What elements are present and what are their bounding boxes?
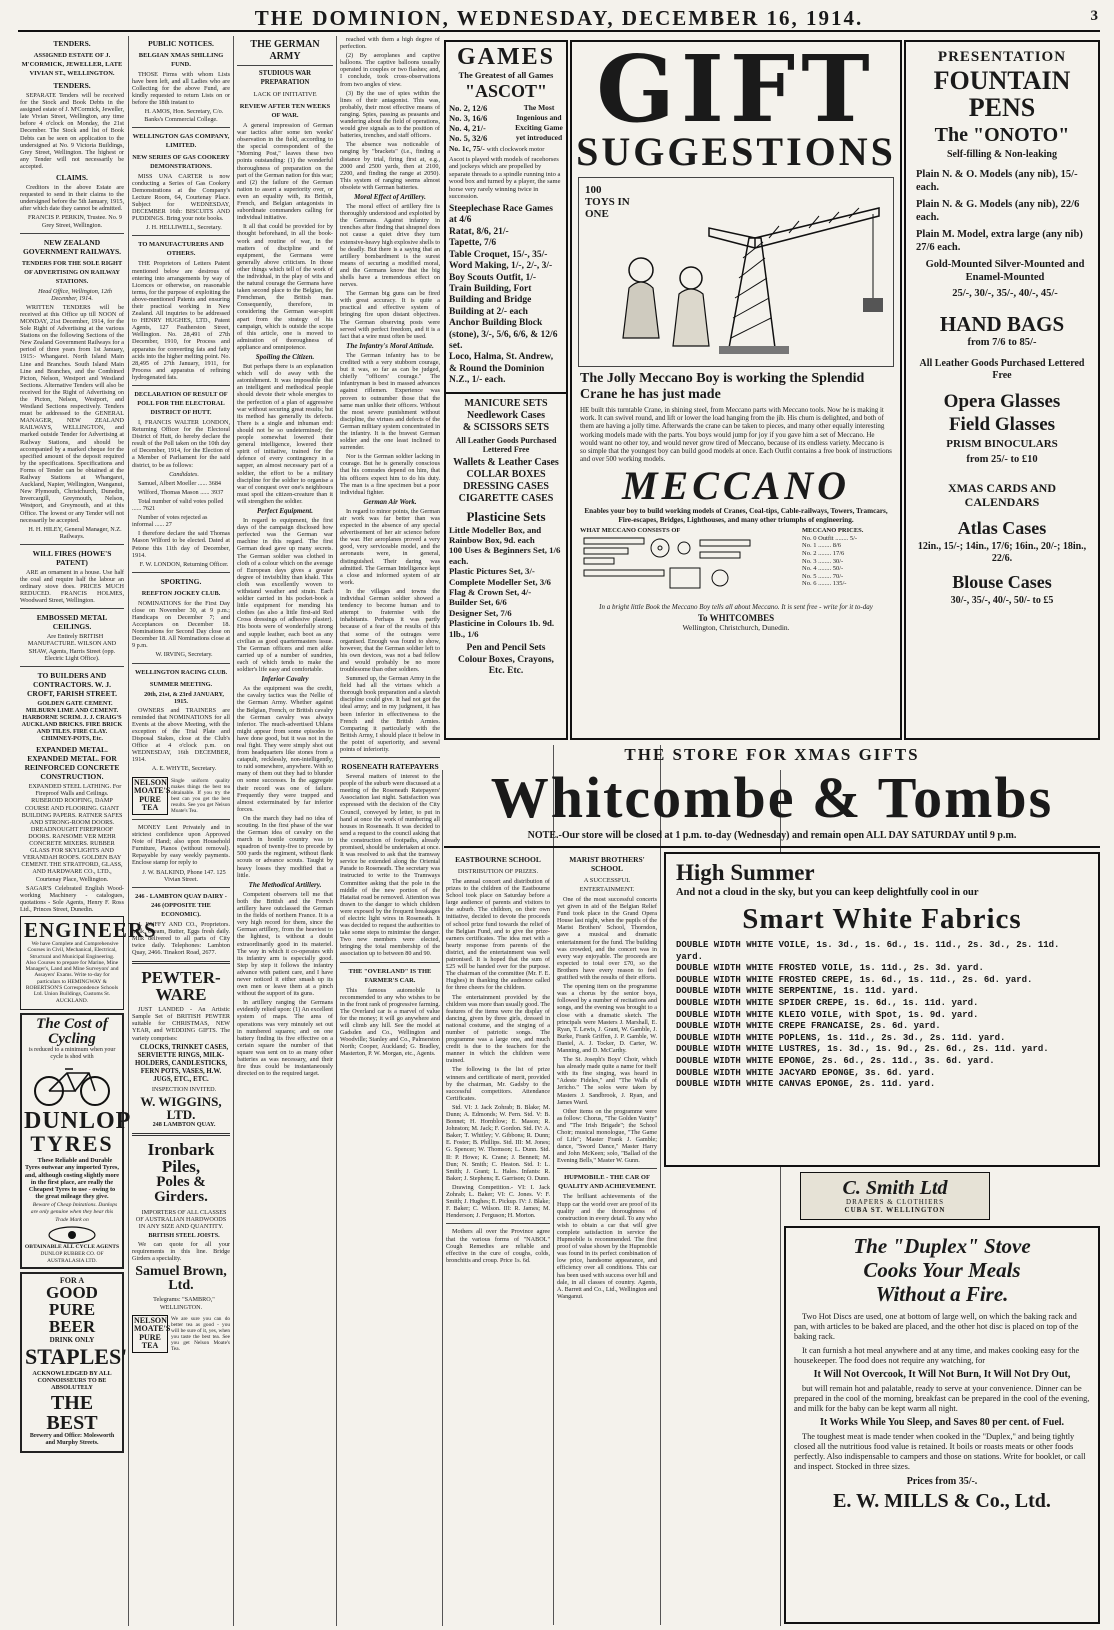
ascot-title: "ASCOT" <box>464 80 547 101</box>
belgian-fund-text: THOSE Firms with whom Lists have been left, and all Ladies who are Collecting for the above Fund, are kindly requested to return Lists on or before the 18th instant to <box>132 71 230 107</box>
field-glasses: Field Glasses <box>948 414 1056 435</box>
ironbark-quote: We can quote for all your requirements in this line. Bridge Girders a speciality. <box>132 1241 230 1263</box>
duplex-stove-ad <box>784 1226 1100 1624</box>
plasticine-item: Plastic Pictures Set, 3/- <box>449 566 535 577</box>
plasticine-item: Complete Modeller Set, 3/6 <box>449 576 551 587</box>
summer-meeting-heading: SUMMER MEETING. <box>149 680 213 688</box>
fabric-item: DOUBLE WIDTH WHITE JACYARD EPONGE, 3s. 6d. yard. <box>676 1067 936 1078</box>
article-paragraph: In regard to equipment, the first days of the campaign disclosed how perfected was the German war machine in this regard. The first German dead gave up many secrets. The German soldier was clothed in cloth of a colour which on the average of European days gives a greater degree of invisibility than khaki. This cloth was excellently woven to withstand weather and strain. Each soldier carried in his pocket-book a little equipment for mending his clothes (as also a little first-aid Red Cross dressings of adhesive plaster). His boots were of wonderfully strong and supple leather, each boot as any civilian as good quartermasters issue. The German officers and men alike carried up of a number of sundries, each of which tends to make the soldier's life easy and comfortable. <box>237 517 333 674</box>
high-summer-title: High Summer <box>676 860 815 885</box>
article-subheading: German Air Work. <box>363 497 417 506</box>
c-smith-sub: DRAPERS & CLOTHIERS <box>846 1198 944 1206</box>
ironbark-text: IMPORTERS OF ALL CLASSES OF AUSTRALIAN HARDWOODS IN ANY SIZE AND QUANTITY. <box>135 1208 227 1230</box>
pewter-inspection: INSPECTION INVITED. <box>151 1085 217 1093</box>
nz-railways-signature: H. H. HILEY, General Manager, N.Z. Railways. <box>28 525 122 540</box>
prism-binoculars: PRISM BINOCULARS <box>946 438 1058 450</box>
hutt-election-conclusion: I therefore declare the said Thomas Mason Wilford to be elected. Dated at Petone this 11th day of December, 1914. <box>132 530 230 559</box>
store-hours-note: NOTE.-Our store will be closed at 1 p.m. to-day (Wednesday) and remain open ALL DAY SATURDAY until 9 p.m. <box>527 830 1017 841</box>
presentation-title: PRESENTATION <box>937 49 1067 65</box>
article-paragraph: reached with them a high degree of perfection. <box>340 36 440 51</box>
dunlop-company: DUNLOP RUBBER CO. OF AUSTRALASIA LTD. <box>40 1250 104 1264</box>
assigned-estate-heading: ASSIGNED ESTATE OF J. M'CORMICK, JEWELLER, LATE VIVIAN ST., WELLINGTON. <box>21 52 123 77</box>
claims-text: Creditors in the above Estate are requested to send in their claims to the undersigned before the 5th January, 1915, after which date they cannot be admitted. <box>20 184 124 213</box>
article-paragraph: Drawing Competition.- VI: I. Jack Zohrab; L. Baker; VI: C. Jones. V: F. Smith; J. Hughes; E. Pickup. IV: J. Blake; F. Baker; C. Wilson. III: R. James; M. Henderson; J. Ferguson; H. Morton. <box>446 1183 550 1220</box>
fabric-item: DOUBLE WIDTH WHITE CREPE FRANCAISE, 2s. 6d. yard. <box>676 1021 941 1032</box>
article-paragraph: But perhaps there is an explanation which will do away with the astonishment. It was impossible that an intelligent and methodical people should devote their whole energies to the perfection of a plan of aggressive war without securing great results; but its method has generally its defects. There is a single and inhuman end: should not be so undetermined; the people somewhat lowered their general intelligence, lowered their spirit of initiative, trained for the defence of every contingency in a sapper, an almost necessary part of a soldier, the effort to be a military discipline for the soldier to organise a war of conquest over one's neighbours must spoil the citizen-creature than it will strengthen the soldier. <box>237 363 333 505</box>
column-rule <box>553 745 554 1625</box>
duplex-benefits: It Will Not Overcook, It Will Not Burn, It Will Not Dry Out, <box>813 1369 1071 1380</box>
etc: Etc. Etc. <box>488 666 524 677</box>
blouse-prices: 30/-, 35/-, 40/-, 50/- to £5 <box>950 595 1054 606</box>
ascot-price: No. 5, 32/6 <box>449 132 488 143</box>
dressing-cases: DRESSING CASES <box>463 480 549 492</box>
expanded-metal-heading: EXPANDED METAL. EXPANDED METAL. FOR REINFORCED CONCRETE CONSTRUCTION. <box>24 745 120 782</box>
meccano-price: No. 5 ........ 70/- <box>802 572 844 580</box>
ascot-price: No. 4, 21/- <box>449 122 486 133</box>
ew-mills-name: E. W. MILLS & Co., Ltd. <box>833 1490 1051 1512</box>
reefton-heading: REEFTON JOCKEY CLUB. <box>141 589 221 597</box>
reefton-text: NOMINATIONS for the First Day close on November 30, at 9 p.m.; Handicaps on December 7; and Acceptances on December 18. Nominations for Second Day close on December 18. All Nominations close at 9 p.m. <box>132 599 230 650</box>
money-lent-text: MONEY Lent Privately and in strictest confidence upon Approved Note of Hand; also upon Household Furniture, Pianos (without removal). Repayable by easy weekly payments. Enclose stamp for reply to <box>132 823 230 867</box>
fabric-item: DOUBLE WIDTH WHITE FROSTED CREPE, 1s. 6d., 1s. 11d., 2s. 6d. yard. <box>676 974 1033 985</box>
fabric-item: DOUBLE WIDTH WHITE CANVAS EPONGE, 2s. 11d. yard. <box>676 1079 936 1090</box>
gas-cookery-subheading: NEW SERIES OF GAS COOKERY DEMONSTRATIONS. <box>132 153 230 170</box>
hupmobile-text: The brilliant achievements of the Hupp car the world over are proof of its quality and the thoroughness of construction in every detail. To any who wish to obtain a car that will give complete satisfaction in service the Hupmobile is recommended. The first proof of value shown by the Hupmobile was found in its perfect combination of low price, handsome appearance, and efficiency over all conditions. This car has been used with success over hill and dale, in all classes of country. Agents, A. Barrett and Co., Ltd., Wellington and Wanganui. <box>557 1193 657 1300</box>
ironbark-subtitle: Poles & Girders. <box>154 1173 208 1205</box>
builders-text: GOLDEN GATE CEMENT. MILBURN LIME AND CEMENT. HARBORNE SCRIM. J. J. CRAIG'S AUCKLAND BRICKS. FIRE BRICK AND TILES. FIRE CLAY. CHIMNEY-POTS, Etc. <box>21 699 123 743</box>
dunlop-body: These Reliable and Durable Tyres outwear any imported Tyres, and, although costing slightly more in the first place, are really the Cheapest Tyres to use - owing to the great mileage they give. <box>24 1157 120 1201</box>
nelson-moate-text: We are sure you can do better tea as good - you will be sure of it, yes, when you taste the best tea. See you get Nelson Moate's Tea. <box>171 1315 230 1352</box>
manufacturers-text: THE Proprietors of Letters Patent mentioned below are desirous of entering into arrangements by way of Licences or otherwise, on reasonable terms, for the purpose of exploiting the above-mentioned Patents and ensuring their practical working in New Zealand. All inquiries to be addressed to HENRY HUGHES, LTD., Patent Agents, 127 Featherston Street, Wellington. No. 28,491 of 27th December, 1910, for Process and apparatus for converting fats and fatty acids into the higher melting point. No. 28,495 of 27th January, 1911, for Process and apparatus of refining hydrogenated fats. <box>132 260 230 381</box>
meccano-free-book: In a bright little Book the Meccano Boy tells all about Meccano. It is sent free - write for it to-day <box>599 603 873 612</box>
banner-rule <box>444 846 1100 848</box>
article-paragraph: In the villages and towns the individual German soldier showed a tendency to become human and to attempt to fraternise with the inhabitants. Perhaps it was partly because of a fear of the results of this that some of the outrages were organised. Enough was found to show, however, that the German soldier left to his own devices, was not a bad fellow and would probably be no more troublesome than other soldiers. <box>340 587 440 673</box>
article-subheading: The Methodical Artillery. <box>248 880 322 889</box>
scissors-sets: & SCISSORS SETS <box>462 421 550 433</box>
dunlop-tyres-title: TYRES <box>30 1131 114 1157</box>
bicycle-icon <box>27 1061 117 1109</box>
article-subheading: Moral Effect of Artillery. <box>354 192 426 201</box>
candidate-row: Samuel, Albert Moeller ...... 3684 <box>138 479 222 487</box>
collar-boxes: COLLAR BOXES <box>466 468 546 480</box>
sagars-text: SAGAR'S Celebrated English Wood-working Machinery - catalogues, quotations - Sole Agents, Henry F. Ross Ltd., Princes Street, Dunedin. <box>20 884 124 913</box>
pewter-ware-title: PEWTER-WARE <box>141 968 221 1005</box>
pewter-text: JUST LANDED - An Artistic Sample Set of BRITISH PEWTER suitable for CHRISTMAS, NEW YEAR, and WEDDING GIFTS. The variety comprises: <box>132 1006 230 1042</box>
gas-signature: J. H. HELLIWELL, Secretary. <box>146 224 222 232</box>
racing-signature: A. E. WHYTE, Secretary. <box>151 765 217 773</box>
jolly-meccano-text: HE built this turntable Crane, in shining steel, from Meccano parts with Meccano tools. Now he is making it work. It can swivel round, and lift or lower the load hanging from the jib. His chum is delighted, and both of them are having a jolly time. Afterwards the crane can be taken to pieces, and many other equally interesting working models made with the parts. You boys would jump for joy if you gave him a set of Meccano. He would want no other toy, and would never grow tired of Meccano, because of its endless variety. Meccano is so simple that the youngest boy can build good models at once. Each Outfit contains a free book of instructions and over 500 working models. <box>580 406 892 464</box>
manicure-sets: MANICURE SETS <box>464 397 548 409</box>
meccano-price: No. 1 ........ 8/6 <box>802 542 841 550</box>
column-rule <box>336 36 337 1626</box>
wills-fires-heading: WILL FIRES (HOWE'S PATENT) <box>32 548 112 567</box>
games-subtitle: The Greatest of all Games <box>458 70 554 80</box>
german-army-headline: THE GERMAN ARMY <box>237 39 333 66</box>
fabric-item: DOUBLE WIDTH WHITE POPLENS, 1s. 11d., 2s. 3d., 2s. 11d. yard. <box>676 1032 1006 1043</box>
game-item: Loco, Halma, St. Andrew, & Round the Dominion N.Z., 1/- each. <box>449 352 554 386</box>
hutt-election-heading: DECLARATION OF RESULT OF POLL FOR THE ELECTORAL DISTRICT OF HUTT. <box>134 391 228 416</box>
meccano-parts-icon <box>580 534 760 596</box>
hutt-election-signature: F. W. LONDON, Returning Officer. <box>139 560 229 568</box>
ironbark-title: Ironbark Piles, <box>147 1139 215 1176</box>
column-rule <box>128 36 129 1626</box>
c-smith-name: C. Smith Ltd <box>842 1177 948 1199</box>
suggestions-title: SUGGESTIONS <box>576 129 896 174</box>
meccano-crane-icon <box>579 178 899 364</box>
jolly-meccano-headline: The Jolly Meccano Boy is working the Splendid Crane he has just made <box>580 371 865 402</box>
dunlop-trademark-icon <box>47 1226 97 1244</box>
gift-title: GIFT <box>596 35 876 143</box>
colour-boxes: Colour Boxes, Crayons, <box>458 654 554 665</box>
wiggins-name: W. WIGGINS, LTD. <box>140 1093 222 1122</box>
meccano-address: Wellington, Christchurch, Dunedin. <box>682 623 790 633</box>
game-item: Train Building, Fort Building and Bridge Building at 2/- each <box>449 283 532 317</box>
duplex-text: Two Hot Discs are used, one at bottom of large well, on which the baking rack and pan, with articles to be baked are placed, and the other hot disc is placed on top of the baking rack. <box>794 1312 1079 1341</box>
fountain-pens-title: FOUNTAIN PENS <box>933 66 1071 122</box>
staples-address: Brewery and Office: Molesworth and Murphy Streets. <box>29 1433 115 1447</box>
article-paragraph: Nor is the German soldier lacking in courage. But he is generally conscious that his comrades depend on him, that his officers expect him to do his duty. The man is a fine specimen but a poor individual fighter. <box>340 453 440 496</box>
whitcombe-tombs-title: Whitcombe & Tombs <box>490 765 1054 830</box>
public-notices-heading: PUBLIC NOTICES. <box>148 39 214 48</box>
wellington-racing-heading: WELLINGTON RACING CLUB. <box>134 668 228 676</box>
xmas-cards: XMAS CARDS AND CALENDARS <box>947 481 1056 509</box>
article-paragraph: The moral effect of artillery fire is thoroughly understood and exploited by the Germans. Against infantry in trenches after finding that shrapnel does not cause a quiet drive they turn extensive-heavy high explosive shells to be deadly. But there is a saying that an artillery bombardment is the surest means of securing a modified moral, and the Germans know that the big shells have a tremendous effect on nerves. <box>340 203 441 289</box>
meccano-logo: MECCANO <box>621 463 851 509</box>
c-smith-logo <box>800 1172 990 1220</box>
embossed-ceilings-heading: EMBOSSED METAL CEILINGS. <box>36 613 108 632</box>
fabric-item: DOUBLE WIDTH WHITE VOILE, 1s. 3d., 1s. 6d., 1s. 11d., 2s. 3d., 2s. 11d. yard. <box>676 940 1060 962</box>
game-item: Word Making, 1/-, 2/-, 3/- <box>449 261 553 272</box>
fabric-item: DOUBLE WIDTH WHITE SERPENTINE, 1s. 11d. yard. <box>676 986 920 997</box>
article-paragraph: Competent observers tell me that both the British and the French artillery have outclassed the German in the fields of northern France. It is a very high record for them, since the German artillery, from the heaviest to the lightest, is without a doubt extraordinarily good in its materiel. The way in which it co-operates with its infantry arm is especially good. Step by step it follows the infantry advance with patient care, and I have never noticed it either smash up its own men or leave them at a pinch without the support of its guns. <box>237 890 333 998</box>
nz-railways-date: Head Office, Wellington, 12th December, 1914. <box>38 287 112 302</box>
needlework-cases: Needlework Cases <box>466 409 546 421</box>
fabric-item: DOUBLE WIDTH WHITE LUSTRES, 1s. 3d., 1s. 9d., 2s. 6d., 2s. 11d. yard. <box>676 1044 1049 1055</box>
column-2 <box>132 36 230 1626</box>
hand-bags-price: from 7/6 to 85/- <box>967 337 1037 348</box>
staples-for-a: FOR A <box>59 1275 85 1285</box>
article-paragraph: (2) By aeroplanes and captive balloons. The captive balloons usually operated in couples or two flashes; and, I conclude, took cross-observations from two angles of view. <box>340 52 440 88</box>
article-paragraph: (3) By the use of spies within the lines of their antagonist. This was, probably, their most effective means of ranging. Spies, passing as peasants and wandering about the field of operations, would give signals as to the position of batteries, trenches, and staff officers. <box>340 89 440 140</box>
meccano-consists-label: WHAT MECCANO CONSISTS OF <box>580 527 681 535</box>
dunlop-subline: is reduced to a minimum when your cycle is shod with <box>28 1046 116 1061</box>
game-item: Table Croquet, 15/-, 35/- <box>449 249 548 260</box>
nelson-moate-logo: NELSON MOATE'S PURE TEA <box>132 1315 168 1353</box>
cigarette-cases: CIGARETTE CASES <box>458 492 554 504</box>
column-rule <box>660 745 661 1625</box>
column-3 <box>237 36 333 1626</box>
german-army-sub3: REVIEW AFTER TEN WEEKS OF WAR. <box>239 103 331 119</box>
eastbourne-subheading: DISTRIBUTION OF PRIZES. <box>457 868 539 875</box>
staples-the-best: THE BEST <box>46 1392 98 1435</box>
duplex-text: It can furnish a hot meal anywhere and at any time, and makes cooking easy for the housekeeper. The food does not require any watching, for <box>794 1346 1080 1365</box>
marist-column <box>557 852 657 1627</box>
racing-dates: 20th, 21st, & 23rd JANUARY, 1915. <box>144 690 224 705</box>
toys-label: 100 TOYS IN ONE <box>585 184 630 220</box>
german-army-sub2: LACK OF INITIATIVE <box>253 91 317 98</box>
article-paragraph: The opening item on the programme was a chorus by the senior boys, followed by a number of recitations and songs, and the evening was brought to a close with a dramatic sketch. The principals were Masters J. Marshall, E. Ryan, T. Lewis, J. Grant, W. Gamble, J. Burke, Frank Griffen, J. P. Gamble, W. Daniel, A. J. Tocker, D. Carter, W. Manning, and D. McCarthy. <box>557 983 657 1054</box>
masthead-title: THE DOMINION, WEDNESDAY, DECEMBER 16, 1914. <box>254 5 864 30</box>
tenders-text: SEPARATE Tenders will be received for the Stock and Book Debts in the assigned estate of J. M'Cormick, Jeweller, late Vivian Street, Wellington, any time before 4 o'clock on Monday, the 21st December. The Stock and list of Book Debts can be seen on application to the undersigned at No. 9 Victoria Buildings, Grey Street, Wellington. The highest or any Tender will not necessarily be accepted. <box>20 92 124 170</box>
article-paragraph: The following is the list of prize winners and certificate of merit, provided by the chairman, Mr. Gadsby to the successful competitors. Attendance Certificates. <box>446 1066 550 1102</box>
dunlop-warning: Beware of Cheap Imitations. Dunlops are only genuine when they bear this Trade Mark on <box>30 1202 118 1223</box>
ascot-prices <box>449 103 563 143</box>
article-paragraph: In artillery ranging the Germans evidently relied upon: (1) An excellent system of maps. The area of operations was very minutely set out in numbered squares; and on one battery finding its five effective on a certain square the number of that square was sent on to as many other batteries as was necessary, and their fire thus could be instantaneously directed on to the required target. <box>237 999 333 1078</box>
atlas-cases: Atlas Cases <box>957 518 1047 538</box>
nelson-moate-text: Single uniform quality makes things the best tea obtainable. If you try the best can you get the best results. See you get Nelson Moate's Tea. <box>171 777 230 814</box>
ascot-clockwork: with clockwork motor <box>486 145 545 153</box>
dunlop-ad <box>20 1013 132 1269</box>
staples-tagline: ACKNOWLEDGED BY ALL CONNOISSEURS TO BE ABSOLUTELY <box>32 1370 112 1392</box>
claims-heading: CLAIMS. <box>56 173 88 183</box>
german-army-sub1: STUDIOUS WAR PREPARATION <box>258 70 312 86</box>
meccano-price: No. 4 ........ 50/- <box>802 565 844 573</box>
dunlop-agents: OBTAINABLE ALL CYCLE AGENTS <box>24 1243 120 1250</box>
plasticine-item: 100 Uses & Beginners Set, 1/6 each. <box>449 545 561 566</box>
ascot-body: Ascot is played with models of racehorses and jockeys which are propelled by separate threads to a spindle running into a wood box and turned by a player, the same horse very rarely winning twice in succession. <box>449 155 561 201</box>
fabric-item: DOUBLE WIDTH WHITE SPIDER CREPE, 1s. 6d., 1s. 11d. yard. <box>676 997 979 1008</box>
steel-joists: BRITISH STEEL JOISTS. <box>148 1232 220 1240</box>
plasticine-item: Builder Set, 6/6 <box>449 597 507 608</box>
wallets: Wallets & Leather Cases <box>453 456 559 468</box>
meccano-to-whitcombes: To WHITCOMBES <box>697 613 775 624</box>
column-rule <box>442 770 443 1626</box>
leather-lettered-free: All Leather Goods Purchased Lettered Free <box>919 358 1085 381</box>
masthead <box>18 6 1100 32</box>
wills-fires-text: ARE an ornament in a house. Use half the coal and require half the labour an ordinary stove does. PRICES MUCH REDUCED. FRANCIS HOLMES, Woodward Street, Wellington. <box>20 568 124 605</box>
article-paragraph: The entertainment provided by the children was more than usually good. The features of the items were the display of dancing, given by three girls, dressed in national costume, and the singing of a number of patriotic songs. The programme was a large one, and much credit is due to the teachers for the manner in which the children were trained. <box>446 993 550 1065</box>
high-summer-subtitle: And not a cloud in the sky, but you can keep delightfully cool in our <box>676 887 979 898</box>
meccano-illustration <box>578 177 894 367</box>
article-paragraph: The annual concert and distribution of prizes to the children of the Eastbourne School took place on Saturday before a large audience of parents and visitors to the suburb. The children, on their own initiative, decided to devote the proceeds of school prize fund towards the relief of the Belgian Fund, and to give the prize-earners certificates. The idea met with a hearty response from parents of the district, and the entertainment was well patronised. It is hoped that the sum of £25 will be handed over for the purpose. The chairman of the committee (Mr. F. E. Hughes) in thanking the audience called for three cheers for the children. <box>446 878 550 992</box>
duplex-title-3: Without a Fire. <box>875 1282 1009 1306</box>
roseneath-heading: ROSENEATH RATEPAYERS <box>341 762 439 772</box>
game-item: Anchor Building Block (stone), 3/-, 5/6, 6/6, & 12/6 set. <box>449 318 558 351</box>
pewter-items: CLOCKS, TRINKET CASES, SERVIETTE RINGS, MILK-HOLDERS, CANDLESTICKS, FERN POTS, VASES, H.W. JUGS, ETC., ETC. <box>135 1043 229 1083</box>
manufacturers-heading: TO MANUFACTURERS AND OTHERS. <box>138 241 224 258</box>
dunlop-headline: The Cost of Cycling <box>36 1015 108 1047</box>
lambton-dairy-text: J. DUFFY AND CO., Proprietors. Milk, Cream, Butter, Eggs fresh daily. Milk delivered to all parts of City twice daily. Telephones: Lambton Quay, 2466. Tinakori Road, 2677. <box>132 920 230 957</box>
fabric-item: DOUBLE WIDTH WHITE EPONGE, 2s. 6d., 2s. 11d., 3s. 6d. yard. <box>676 1055 995 1066</box>
overland-heading: THE "OVERLAND" IS THE FARMER'S CAR. <box>348 967 432 984</box>
atlas-prices: 12in., 15/-; 14in., 17/6; 16in., 20/-; 18in., 22/6. <box>917 541 1087 564</box>
article-paragraph: The absence was noticeable of ranging by "brackets" (i.e., finding a distance by trial, firing first at, e.g., 2000 and 2500 yards, then at 2100, 2200, and finding the range at 2050). This system of ranging seems almost obsolete with German batteries. <box>340 141 440 191</box>
sporting-heading: SPORTING. <box>160 576 202 586</box>
nabol-ad-text: Mothers all over the Province agree that the various forms of "NABOL" Cough Remedies are reliable and effective in the cure of coughs, colds, bronchitis and croup. Price 1s. 6d. <box>446 1228 550 1264</box>
racing-text: OWNERS and TRAINERS are reminded that NOMINATIONS for all Events at the above Meeting, with the exception of the Trial Plate and Disposal Stakes, close at the Club's Office at 4 o'clock p.m. on WEDNESDAY, 16th DECEMBER, 1914. <box>132 706 230 764</box>
game-item: Tapette, 7/6 <box>449 238 497 249</box>
pen-pencil-sets: Pen and Pencil Sets <box>466 643 546 654</box>
article-subheading: Perfect Equipment. <box>257 506 313 515</box>
belgian-fund-signature: H. AMOS, Hon. Secretary, C/o. Banks's Commercial College. <box>144 108 224 123</box>
column-4 <box>340 36 440 1626</box>
smart-white-fabrics-title: Smart White Fabrics <box>742 903 1022 935</box>
game-item: Boy Scouts Outfit, 1/- <box>449 272 537 283</box>
fabric-item: DOUBLE WIDTH WHITE FROSTED VOILE, 1s. 11d., 2s. 3d. yard. <box>676 963 984 974</box>
lambton-dairy-heading: 246 - LAMBTON QUAY DAIRY - 246 (OPPOSITE THE ECONOMIC). <box>135 892 227 918</box>
games-title: GAMES <box>456 44 555 70</box>
marist-heading: MARIST BROTHERS' SCHOOL <box>569 855 645 873</box>
meccano-price: No. 6 ........ 135/- <box>802 580 847 588</box>
ascot-price: No. 2, 12/6 <box>449 102 488 113</box>
meccano-price: No. 0 Outfit ........ 5/- <box>802 534 858 542</box>
plasticine-item: Little Modeller Box, and Rainbow Box, 9d. each <box>449 524 542 545</box>
engineers-text: We have Complete and Comprehensive Courses in Civil, Mechanical, Electrical, Structural and Municipal Engineering. Also Courses to prepare for Marine, Mine Manager's, Land and Mine Surveyors' and Assayers' Exams. Write to-day for particulars to HEMINGWAY & ROBERTSON'S Correspondence Schools Ltd. Union Buildings, Customs St. AUCKLAND. <box>25 940 119 1004</box>
column-rule <box>233 36 234 1626</box>
plasticine-item: Designer Set, 7/6 <box>449 607 512 618</box>
duplex-title-2: Cooks Your Meals <box>863 1258 1021 1282</box>
game-item: Ratat, 8/6, 21/- <box>449 226 509 237</box>
onoto-mounted-prices: 25/-, 30/-, 35/-, 40/-, 45/- <box>952 288 1058 299</box>
expanded-metal-text: EXPANDED STEEL LATHING. For Fireproof Walls and Ceilings. RUBEROID ROOFING, DAMP COURSE AND FLOORING. GIANT BUILDING PAPERS. RATNER SAFES AND STRONG-ROOM DOORS. DREADNOUGHT FIREPROOF DOORS. RANSOME VER MEHR CONCRETE MIXERS. RUBBER GLASS FOR SKYLIGHTS AND VERANDAH ROOFS. GOLDEN BAY CEMENT. THE STRATFORD, GLASS, AND HARDWARE CO., LTD., Courtenay Place, Wellington. <box>21 783 123 883</box>
wiggins-address: 248 LAMBTON QUAY. <box>152 1120 216 1128</box>
article-paragraph: Other items on the programme were as follow: Chorus, "The Golden Vanity" and "The Irish Brigade"; the School Choir; musical monologue, "The Game of Life"; Master Frank J. Gamble; dance, "Sword Dance," Master Harry and John McKeen; solo, "Ballad of the Evening Bells," Master W. Gunn. <box>557 1107 657 1165</box>
duplex-title: The "Duplex" Stove <box>853 1234 1031 1258</box>
claims-signature: FRANCIS P. PERKIN, Trustee. No. 9 Grey Street, Wellington. <box>27 214 123 229</box>
onoto-model: Plain N. & O. Models (any nib), 15/- each. <box>916 169 1078 193</box>
marist-subheading: A SUCCESSFUL ENTERTAINMENT. <box>579 877 635 893</box>
builders-heading: TO BUILDERS AND CONTRACTORS. W. J. CROFT, FARISH STREET. <box>26 670 117 698</box>
onoto-title: The "ONOTO" <box>934 124 1070 146</box>
samuel-brown-name: Samuel Brown, Ltd. <box>135 1264 227 1294</box>
meccano-subtitle: Enables your boy to build working models of Cranes, Coal-tips, Cable-railways, Towers, Tramcars, Fire-escapes, Bridges, Lighthouses, and many other triumphs of engineering. <box>584 507 888 524</box>
ascot-price: No. 3, 16/6 <box>449 112 488 123</box>
article-paragraph: A general impression of German war tactics after some ten weeks' observation in the field, according to the special correspondent of the "Morning Post," leaves these two points outstanding: (1) the wonderful thoroughness of preparation on the part of the German nation for this war; and (2) the failure of the German nation to assert a superiority over, or even an equality with, its British, French, and Belgian antagonists in subordinate commanders calling for individual initiative. <box>237 122 333 222</box>
article-subheading: The Infantry's Moral Attitude. <box>346 341 434 350</box>
nz-railways-heading: NEW ZEALAND GOVERNMENT RAILWAYS. <box>22 237 122 256</box>
gas-company-heading: WELLINGTON GAS COMPANY, LIMITED. <box>132 132 230 149</box>
meccano-price: No. 3 ........ 30/- <box>802 557 844 565</box>
hand-bags-title: HAND BAGS <box>939 312 1065 336</box>
ascot-description: The Most Ingenious and Exciting Game yet introduced <box>515 102 563 142</box>
article-paragraph: One of the most successful concerts yet given in aid of the Belgian Relief Fund took place in the Grand Opera House last night, when the pupils of the Marist Brothers' School, Thorndon, gave a musical and dramatic entertainment for the fund. The building was crowded, and the concert was in every way enjoyable. The proceeds are expected to total over £70, so the Brothers have every reason to feel gratified with the results of their efforts. <box>557 896 657 982</box>
ascot-price: No. 1c, 75/- <box>449 143 485 153</box>
candidates-label: Candidates. <box>169 470 199 478</box>
eastbourne-heading: EASTBOURNE SCHOOL <box>455 855 541 864</box>
game-item: Steeplechase Race Games at 4/6 <box>449 204 553 226</box>
plasticine-title: Plasticine Sets <box>466 508 546 524</box>
candidate-row: Wilford, Thomas Mason ...... 3937 <box>138 488 224 496</box>
high-summer-ad <box>664 852 1100 1167</box>
staples-ad <box>20 1272 128 1453</box>
prism-price: from 25/- to £10 <box>966 454 1038 465</box>
staples-drink-only: DRINK ONLY <box>49 1336 95 1344</box>
nz-railways-text: WRITTEN TENDERS will be received at this Office up till NOON of MONDAY, 21st December, 1914, for the Sole Right of Advertising at the various Stations on the following Sections of the New Zealand Government Railways for a period of three years from 1st January, 1915:- Whangarei. North Island Main Line and Branches. South Island Main Line and Branches, and the Combined Picton, Nelson, Westport and Westland Sections. Alternative Tenders will also be received for the Right of Advertising on the Picton, Nelson, Westport, and Westland Sections respectively. Tenders must be addressed to the GENERAL MANAGER, NEW ZEALAND RAILWAYS, WELLINGTON, and marked outside Tender for Advertising at Railway Stations, and should be accompanied by a marked cheque for the specified amount of the deposit required by the specifications. Specifications and Forms of Tender can be obtained at the Railway Stations at Whangarei, Auckland, Napier, Wellington, Wanganui, New Plymouth, Christchurch, Dunedin, Invercargill, Greymouth, Nelson, Westport, and Greymouth, and at this Office. The lowest or any Tender will not necessarily be accepted. <box>20 303 124 524</box>
article-paragraph: The German big guns can be fired with great accuracy. It is quite a practical and effective system of bringing fire upon distant objectives. The German observing posts were served with perfect freedom, and it is a fact that a wire must often be used. <box>340 290 440 340</box>
nelson-moate-ad-2 <box>132 1315 230 1353</box>
embossed-ceilings-text: Are Entirely BRITISH MANUFACTURE. WILSON AND SHAW, Agents, Harris Street (opp. Electric Light Office). <box>27 633 117 662</box>
store-title: THE STORE FOR XMAS GIFTS <box>624 745 920 764</box>
tenders-heading: TENDERS. <box>53 39 91 48</box>
dunlop-brand: DUNLOP <box>24 1108 132 1135</box>
duplex-text: but will remain hot and palatable, ready to serve at your convenience. Dinner can be prepared in the cool of the morning, breakfast can be prepared in the cool of the evening, and milk for the baby can be kept warm all night. <box>794 1384 1090 1413</box>
onoto-mounted: Gold-Mounted Silver-Mounted and Enamel-Mounted <box>925 259 1085 283</box>
article-paragraph: In regard to minor points, the German air work was far better than was expected in the absence of any special advertisement of her air science before the war. Her aeroplanes proved a very good, very serviceable model, and the aeronauts were, in general, distinguished. Their daring was admitted. The German Intelligence kept a close and informed system of air work. <box>340 507 440 586</box>
article-paragraph: The St. Joseph's Boys' Choir, which has already made quite a name for itself with its fine singing, was heard in "Adeste Fideles," and "The Walls of Jericho." The solos were taken by Masters J. Sandbrook, J. Ryan, and James Ward. <box>557 1056 657 1106</box>
nz-railways-subheading: TENDERS FOR THE SOLE RIGHT OF ADVERTISING ON RAILWAY STATIONS. <box>21 259 123 285</box>
article-subheading: Inferior Cavalry <box>261 675 309 684</box>
hutt-election-text: I, FRANCIS WALTER LONDON, Returning Officer for the Electoral District of Hutt, do hereby declare the result of the Poll taken on the 10th day of December, 1914, for the Election of a Member of Parliament for the said district, to be as follows: <box>132 419 230 469</box>
duplex-text: The toughest meat is made tender when cooked in the "Duplex," and being tightly closed all the nutritious food value is retained. It boils or roasts meats or other foods perfectly. Also indispensable to campers and those on stations. Write for booklet, or call and inspect. Stocked in three sizes. <box>794 1432 1086 1471</box>
article-paragraph: As the equipment was the credit, the cavalry tactics was the Nellie of the German Army. Whether against the Belgian, French, or British cavalry the German cavalry was always inferior. The much-advertised Uhlans might appear from some episodes to have done good, but it was not in the real fight. They were simply shot out from headquarters like stones from a catapult, recklessly, non-intelligently, to raid somewhere, anywhere. With so many of them out they had to blunder on some successes. In the aggregate their record was one of failure. Frequently they were trapped and almost exterminated by far inferior forces. <box>237 685 333 813</box>
total-votes: Total number of valid votes polled ...... 7621 <box>132 497 224 513</box>
onoto-subtitle: Self-filling & Non-leaking <box>946 149 1057 160</box>
nelson-moate-logo: NELSON MOATE'S PURE TEA <box>132 777 168 815</box>
fabric-item: DOUBLE WIDTH WHITE KLEIO VOILE, with Spot, 1s. 9d. yard. <box>676 1009 979 1020</box>
article-paragraph: It all that could be provided for by thought beforehand, in all the book-work and routine of war, in the matters of discipline and of equipment, the Germans were generally above criticism. In those other things which tell of the work of the individual, in the play of wits and the natural courage the Germans have taken second place to the Belgian, the Frenchman, the British man. Consequently, therefore, in considering the German war-spirit apart from the strategy of his campaign, which is outside the scope of this article, one is moved to admiration of thoroughness of appliance and omnipotence. <box>237 223 333 351</box>
article-paragraph: Std. VI: J. Jack Zohrab; B. Blake; M. Dunn; A. Edmonds; W. Fern. Std. V: B. Bonnet; H. Hornblow; E. Mason; R. Johnston; M. Jack; F. Gordon. Std. IV: A. Baker; T. Whitley; V. Gibbons; R. Dunn; E. Foster; B. Phillips. Std. III: M. Jones; G. Spencer; W. Thomson; L. Dunn. Std. II: P. Howe; K. Crane; J. Bennett; M. Dun; N. Smith; C. Heaton. Std. I: L. Smith; J. Grant; L. Hales. Infants: R. Baker; J. Stephens; E. Garrison; O. Dunn. <box>446 1103 550 1182</box>
c-smith-address: CUBA ST. WELLINGTON <box>844 1206 946 1214</box>
meccano-outfits <box>580 527 892 601</box>
gift-suggestions-ad <box>570 35 902 740</box>
article-paragraph: On the march they had no idea of scouting. In the first phase of the war the German idea of cavalry on the march in hostile country was to squadron of twenty-five to precede by 500 yards the regiment, without flank scouts or advance scouts. Taught by heavy losses they modified that a little. <box>237 814 333 879</box>
whitcombe-banner <box>444 765 1100 845</box>
presentation-pens-ad <box>904 40 1100 740</box>
page-number: 3 <box>1090 8 1098 24</box>
article-paragraph: Summed up, the German Army in the field had all the virtues which a thorough book preparation and a slavish discipline could give. It had not got the ideal army; and in my judgment, it has been inferior in effectiveness to the French and the British Armies. Comparing it particularly with the British Army, I should place it below in the point of superiority, and several points of inferiority. <box>340 675 440 753</box>
roseneath-text: Several matters of interest to the people of the suburb were discussed at a meeting of the Roseneath Ratepayers' Association last night. Satisfaction was expressed with the decision of the City Council, conveyed by letter, to put in hand at once the work of numbering all houses in Roseneath. It was decided to send a request to the council asking that the construction of footpaths, already promised, should be undertaken at once. It was resolved to ask that the tramway service be extended along the Oriental Parade to Roseneath. The secretary was instructed to write to the Tramways Committee asking that the pole in the middle of the new portion of the Hataitai road be removed. Attention was drawn to the danger to which children were exposed by the frequent breakages of electric light wires in Roseneath. It was decided to request the authorities to take some steps to minimise the danger. Two new members were elected, bringing the total membership of the association up to between 80 and 90. <box>340 773 440 958</box>
meccano-prices-label: MECCANO PRICES. <box>802 527 864 535</box>
article-paragraph: The German infantry has to be credited with a very stubborn courage, but it was, so far as can be judged, chiefly "officers' courage." The infantryman is best in massed advances against riflemen. Experience was proven to outnumber those that the same man unlike their officers. Without the most severe punishment without discipline, the virtues and defects of the German military system concentrated in the infantry. It is the bravest German soldier and the one least inclined to surrender. <box>340 351 440 452</box>
engineers-ad <box>20 916 157 1010</box>
games-ad <box>444 40 568 740</box>
plasticine-item: Flag & Crown Set, 4/- <box>449 587 532 597</box>
samuel-brown-telegrams: Telegrams: "SAMBRO," WELLINGTON. <box>153 1296 215 1311</box>
staples-good-pure-beer: GOOD PURE BEER <box>46 1283 98 1336</box>
article-subheading: Spoiling the Citizen. <box>255 353 315 361</box>
staples-brand: STAPLES' <box>25 1344 128 1370</box>
nelson-moate-ad <box>132 777 230 815</box>
duplex-price: Prices from 35/-. <box>906 1476 978 1487</box>
money-lent-signature: J. W. BALKIND, Phone 147. 125 Vivian Street. <box>142 868 226 883</box>
onoto-model: Plain M. Model, extra large (any nib) 27/6 each. <box>916 229 1083 253</box>
hupmobile-heading: HUPMOBILE - THE CAR OF QUALITY AND ACHIEVEMENT. <box>558 1174 656 1191</box>
reefton-signature: W. IRVING, Secretary. <box>155 651 213 659</box>
engineers-title: ENGINEERS <box>24 917 157 942</box>
gas-cookery-text: MISS UNA CARTER is now conducting a Series of Gas Cookery Demonstrations at the Company's Lecture Room, 64, Courtenay Place. Subject for WEDNESDAY, DECEMBER 16th: BISCUITS AND PUDDINGS. Bring your note books. <box>132 172 230 223</box>
plasticine-item: Plasticine in Colours 1b. 9d. 1lb., 1/6 <box>449 618 555 639</box>
belgian-fund-heading: BELGIAN XMAS SHILLING FUND. <box>138 52 224 68</box>
leather-lettered: All Leather Goods Purchased Lettered Free <box>455 435 557 455</box>
tenders-subheading: TENDERS. <box>53 81 91 90</box>
blouse-cases: Blouse Cases <box>952 572 1052 592</box>
onoto-model: Plain N. & G. Models (any nib), 22/6 each. <box>916 199 1080 223</box>
duplex-saving: It Works While You Sleep, and Saves 80 per cent. of Fuel. <box>819 1417 1065 1428</box>
overland-text: This famous automobile is recommended to any who wishes to be in the front rank of progressive farming. The Overland car is a marvel of value for the money; it will go anywhere and will climb any hill. See the model at Gadsden and Co., Wellington and Woodville; Stanley and Co., Palmerston North; Cooper, Auckland; G. Bradley, Masterton, P. W. Morgan, etc., Agents. <box>340 986 440 1058</box>
opera-glasses: Opera Glasses <box>943 391 1061 412</box>
eastbourne-column <box>446 852 550 1627</box>
informal-votes: Number of votes rejected as informal ...... 27 <box>132 514 208 529</box>
meccano-price: No. 2 ........ 17/6 <box>802 550 845 558</box>
